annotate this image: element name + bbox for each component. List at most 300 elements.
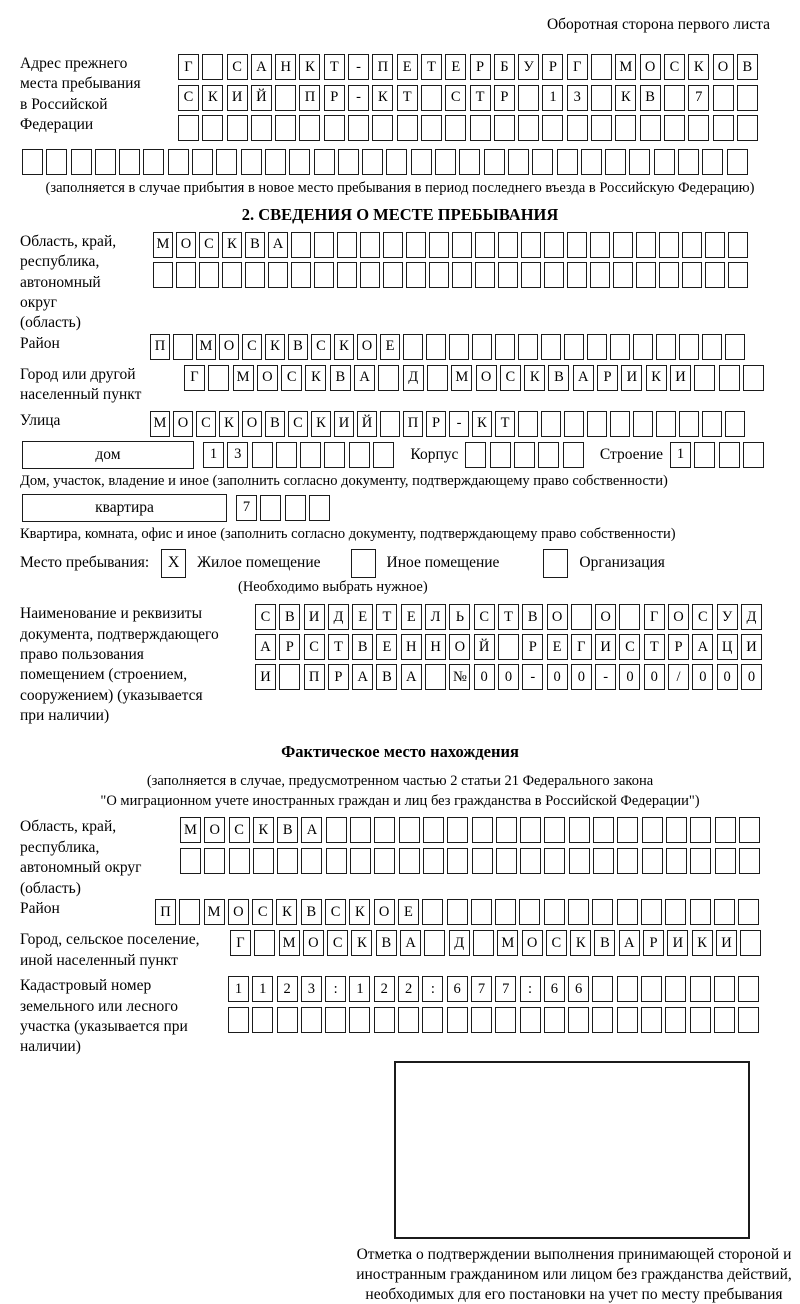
- char-cell-empty[interactable]: [285, 495, 306, 521]
- char-cell-filled[interactable]: П: [155, 899, 176, 925]
- char-cell-empty[interactable]: [593, 848, 614, 874]
- char-cell-empty[interactable]: [251, 115, 272, 141]
- char-cell-empty[interactable]: [569, 848, 590, 874]
- char-cell-empty[interactable]: [629, 149, 650, 175]
- char-cell-empty[interactable]: [705, 232, 725, 258]
- char-cell-filled[interactable]: К: [615, 85, 636, 111]
- char-cell-filled[interactable]: К: [219, 411, 239, 437]
- char-cell-filled[interactable]: Т: [324, 54, 345, 80]
- char-cell-empty[interactable]: [277, 1007, 298, 1033]
- char-cell-empty[interactable]: [610, 334, 630, 360]
- char-cell-filled[interactable]: 7: [688, 85, 709, 111]
- char-cell-empty[interactable]: [636, 262, 656, 288]
- char-cell-filled[interactable]: А: [573, 365, 594, 391]
- char-cell-empty[interactable]: [452, 232, 472, 258]
- char-cell-filled[interactable]: 0: [498, 664, 519, 690]
- char-cell-filled[interactable]: С: [304, 634, 325, 660]
- char-cell-empty[interactable]: [737, 85, 758, 111]
- char-cell-filled[interactable]: А: [692, 634, 713, 660]
- char-cell-empty[interactable]: [591, 115, 612, 141]
- char-cell-filled[interactable]: М: [233, 365, 254, 391]
- char-cell-empty[interactable]: [350, 817, 371, 843]
- char-cell-filled[interactable]: П: [304, 664, 325, 690]
- char-cell-filled[interactable]: :: [325, 976, 346, 1002]
- char-cell-empty[interactable]: [591, 85, 612, 111]
- char-cell-filled[interactable]: Г: [571, 634, 592, 660]
- char-cell-empty[interactable]: [397, 115, 418, 141]
- char-cell-filled[interactable]: К: [349, 899, 370, 925]
- char-cell-empty[interactable]: [636, 232, 656, 258]
- char-cell-empty[interactable]: [383, 262, 403, 288]
- char-cell-empty[interactable]: [739, 817, 760, 843]
- char-cell-filled[interactable]: Р: [328, 664, 349, 690]
- char-cell-filled[interactable]: Д: [328, 604, 349, 630]
- char-cell-empty[interactable]: [702, 149, 723, 175]
- char-cell-empty[interactable]: [299, 115, 320, 141]
- char-cell-filled[interactable]: :: [520, 976, 541, 1002]
- char-cell-filled[interactable]: М: [204, 899, 225, 925]
- char-cell-empty[interactable]: [429, 232, 449, 258]
- char-cell-empty[interactable]: [659, 262, 679, 288]
- char-cell-empty[interactable]: [617, 1007, 638, 1033]
- char-cell-empty[interactable]: [429, 262, 449, 288]
- char-cell-empty[interactable]: [713, 115, 734, 141]
- char-cell-filled[interactable]: С: [500, 365, 521, 391]
- char-cell-empty[interactable]: [301, 848, 322, 874]
- char-cell-empty[interactable]: [665, 1007, 686, 1033]
- char-cell-filled[interactable]: П: [372, 54, 393, 80]
- char-cell-filled[interactable]: Р: [522, 634, 543, 660]
- char-cell-empty[interactable]: [472, 817, 493, 843]
- char-cell-filled[interactable]: В: [277, 817, 298, 843]
- char-cell-filled[interactable]: Н: [401, 634, 422, 660]
- char-cell-empty[interactable]: [714, 976, 735, 1002]
- char-cell-filled[interactable]: К: [276, 899, 297, 925]
- char-cell-filled[interactable]: М: [153, 232, 173, 258]
- char-cell-filled[interactable]: 7: [495, 976, 516, 1002]
- char-cell-empty[interactable]: [725, 411, 745, 437]
- char-cell-empty[interactable]: [338, 149, 359, 175]
- char-cell-empty[interactable]: [541, 334, 561, 360]
- char-cell-empty[interactable]: [435, 149, 456, 175]
- char-cell-filled[interactable]: А: [352, 664, 373, 690]
- char-cell-empty[interactable]: [544, 899, 565, 925]
- char-cell-filled[interactable]: Ь: [449, 604, 470, 630]
- char-cell-filled[interactable]: И: [670, 365, 691, 391]
- char-cell-filled[interactable]: В: [330, 365, 351, 391]
- char-cell-filled[interactable]: Е: [547, 634, 568, 660]
- char-cell-empty[interactable]: [592, 976, 613, 1002]
- char-cell-filled[interactable]: К: [372, 85, 393, 111]
- char-cell-empty[interactable]: [173, 334, 193, 360]
- char-cell-filled[interactable]: И: [334, 411, 354, 437]
- char-cell-filled[interactable]: Г: [567, 54, 588, 80]
- char-cell-filled[interactable]: К: [299, 54, 320, 80]
- char-cell-filled[interactable]: О: [476, 365, 497, 391]
- char-cell-empty[interactable]: [633, 411, 653, 437]
- char-cell-empty[interactable]: [641, 1007, 662, 1033]
- char-cell-empty[interactable]: [544, 1007, 565, 1033]
- char-cell-filled[interactable]: 0: [619, 664, 640, 690]
- char-cell-filled[interactable]: В: [301, 899, 322, 925]
- char-cell-empty[interactable]: [642, 848, 663, 874]
- char-cell-filled[interactable]: М: [451, 365, 472, 391]
- char-cell-filled[interactable]: С: [178, 85, 199, 111]
- char-cell-filled[interactable]: М: [150, 411, 170, 437]
- char-cell-empty[interactable]: [380, 411, 400, 437]
- char-cell-empty[interactable]: [472, 848, 493, 874]
- char-cell-empty[interactable]: [568, 899, 589, 925]
- char-cell-filled[interactable]: В: [548, 365, 569, 391]
- char-cell-empty[interactable]: [498, 232, 518, 258]
- char-cell-filled[interactable]: Т: [376, 604, 397, 630]
- char-cell-empty[interactable]: [178, 115, 199, 141]
- char-cell-empty[interactable]: [326, 817, 347, 843]
- char-cell-empty[interactable]: [690, 848, 711, 874]
- char-cell-empty[interactable]: [581, 149, 602, 175]
- char-cell-filled[interactable]: 1: [203, 442, 224, 468]
- char-cell-empty[interactable]: [350, 848, 371, 874]
- char-cell-empty[interactable]: [641, 899, 662, 925]
- char-cell-filled[interactable]: Д: [403, 365, 424, 391]
- char-cell-empty[interactable]: [678, 149, 699, 175]
- char-cell-empty[interactable]: [325, 1007, 346, 1033]
- char-cell-filled[interactable]: Т: [644, 634, 665, 660]
- char-cell-filled[interactable]: И: [716, 930, 737, 956]
- char-cell-empty[interactable]: [665, 976, 686, 1002]
- char-cell-filled[interactable]: 0: [571, 664, 592, 690]
- char-cell-filled[interactable]: Б: [494, 54, 515, 80]
- char-cell-empty[interactable]: [279, 664, 300, 690]
- char-cell-filled[interactable]: С: [288, 411, 308, 437]
- char-cell-empty[interactable]: [276, 442, 297, 468]
- char-cell-empty[interactable]: [383, 232, 403, 258]
- char-cell-empty[interactable]: [642, 817, 663, 843]
- char-cell-empty[interactable]: [714, 1007, 735, 1033]
- char-cell-filled[interactable]: С: [327, 930, 348, 956]
- char-cell-empty[interactable]: [514, 442, 535, 468]
- char-cell-empty[interactable]: [567, 232, 587, 258]
- char-cell-filled[interactable]: Г: [184, 365, 205, 391]
- char-cell-empty[interactable]: [411, 149, 432, 175]
- char-cell-filled[interactable]: О: [257, 365, 278, 391]
- char-cell-filled[interactable]: И: [227, 85, 248, 111]
- char-cell-filled[interactable]: А: [268, 232, 288, 258]
- char-cell-filled[interactable]: Л: [425, 604, 446, 630]
- char-cell-filled[interactable]: К: [570, 930, 591, 956]
- char-cell-empty[interactable]: [260, 495, 281, 521]
- char-cell-filled[interactable]: 1: [228, 976, 249, 1002]
- char-cell-empty[interactable]: [727, 149, 748, 175]
- char-cell-empty[interactable]: [690, 1007, 711, 1033]
- char-cell-empty[interactable]: [241, 149, 262, 175]
- char-cell-empty[interactable]: [265, 149, 286, 175]
- char-cell-empty[interactable]: [228, 1007, 249, 1033]
- char-cell-empty[interactable]: [348, 115, 369, 141]
- char-cell-empty[interactable]: [324, 115, 345, 141]
- char-cell-filled[interactable]: 2: [398, 976, 419, 1002]
- char-cell-filled[interactable]: У: [717, 604, 738, 630]
- char-cell-empty[interactable]: [422, 1007, 443, 1033]
- char-cell-empty[interactable]: [702, 411, 722, 437]
- char-cell-filled[interactable]: О: [640, 54, 661, 80]
- char-cell-empty[interactable]: [617, 976, 638, 1002]
- char-cell-filled[interactable]: С: [229, 817, 250, 843]
- char-cell-empty[interactable]: [738, 1007, 759, 1033]
- char-cell-filled[interactable]: Г: [644, 604, 665, 630]
- char-cell-empty[interactable]: [291, 232, 311, 258]
- char-cell-empty[interactable]: [679, 334, 699, 360]
- char-cell-empty[interactable]: [465, 442, 486, 468]
- char-cell-empty[interactable]: [519, 899, 540, 925]
- char-cell-filled[interactable]: Р: [426, 411, 446, 437]
- char-cell-empty[interactable]: [541, 411, 561, 437]
- char-cell-filled[interactable]: В: [352, 634, 373, 660]
- char-cell-empty[interactable]: [665, 899, 686, 925]
- char-cell-empty[interactable]: [587, 334, 607, 360]
- char-cell-empty[interactable]: [403, 334, 423, 360]
- char-cell-empty[interactable]: [725, 334, 745, 360]
- char-cell-empty[interactable]: [713, 85, 734, 111]
- char-cell-empty[interactable]: [702, 334, 722, 360]
- char-cell-empty[interactable]: [275, 115, 296, 141]
- char-cell-empty[interactable]: [520, 817, 541, 843]
- char-cell-filled[interactable]: 3: [567, 85, 588, 111]
- char-cell-empty[interactable]: [423, 817, 444, 843]
- char-cell-filled[interactable]: -: [595, 664, 616, 690]
- char-cell-empty[interactable]: [619, 604, 640, 630]
- char-cell-empty[interactable]: [378, 365, 399, 391]
- char-cell-empty[interactable]: [180, 848, 201, 874]
- char-cell-filled[interactable]: -: [348, 54, 369, 80]
- char-cell-filled[interactable]: А: [400, 930, 421, 956]
- char-cell-filled[interactable]: Р: [470, 54, 491, 80]
- char-cell-filled[interactable]: О: [173, 411, 193, 437]
- char-cell-filled[interactable]: Р: [279, 634, 300, 660]
- char-cell-filled[interactable]: :: [422, 976, 443, 1002]
- char-cell-filled[interactable]: 7: [471, 976, 492, 1002]
- char-cell-empty[interactable]: [739, 848, 760, 874]
- char-cell-empty[interactable]: [715, 817, 736, 843]
- char-cell-empty[interactable]: [654, 149, 675, 175]
- char-cell-empty[interactable]: [398, 1007, 419, 1033]
- char-cell-empty[interactable]: [490, 442, 511, 468]
- char-cell-empty[interactable]: [475, 262, 495, 288]
- char-cell-empty[interactable]: [337, 262, 357, 288]
- char-cell-empty[interactable]: [518, 334, 538, 360]
- char-cell-empty[interactable]: [422, 899, 443, 925]
- char-cell-filled[interactable]: С: [474, 604, 495, 630]
- char-cell-filled[interactable]: А: [301, 817, 322, 843]
- char-cell-filled[interactable]: И: [595, 634, 616, 660]
- char-cell-empty[interactable]: [557, 149, 578, 175]
- char-cell-empty[interactable]: [613, 232, 633, 258]
- char-cell-empty[interactable]: [715, 848, 736, 874]
- char-cell-empty[interactable]: [143, 149, 164, 175]
- char-cell-filled[interactable]: В: [640, 85, 661, 111]
- char-cell-empty[interactable]: [426, 334, 446, 360]
- char-cell-empty[interactable]: [495, 1007, 516, 1033]
- char-cell-empty[interactable]: [447, 899, 468, 925]
- char-cell-empty[interactable]: [666, 817, 687, 843]
- char-cell-empty[interactable]: [372, 115, 393, 141]
- char-cell-empty[interactable]: [743, 442, 764, 468]
- char-cell-empty[interactable]: [95, 149, 116, 175]
- char-cell-empty[interactable]: [656, 334, 676, 360]
- char-cell-filled[interactable]: Р: [324, 85, 345, 111]
- char-cell-empty[interactable]: [222, 262, 242, 288]
- char-cell-filled[interactable]: 0: [717, 664, 738, 690]
- char-cell-empty[interactable]: [520, 1007, 541, 1033]
- char-cell-empty[interactable]: [544, 848, 565, 874]
- char-cell-empty[interactable]: [567, 262, 587, 288]
- char-cell-filled[interactable]: 6: [447, 976, 468, 1002]
- char-cell-empty[interactable]: [254, 930, 275, 956]
- char-cell-filled[interactable]: Н: [425, 634, 446, 660]
- char-cell-empty[interactable]: [179, 899, 200, 925]
- char-cell-empty[interactable]: [252, 1007, 273, 1033]
- char-cell-empty[interactable]: [406, 232, 426, 258]
- char-cell-empty[interactable]: [592, 1007, 613, 1033]
- char-cell-filled[interactable]: С: [325, 899, 346, 925]
- char-cell-empty[interactable]: [587, 411, 607, 437]
- char-cell-empty[interactable]: [227, 115, 248, 141]
- char-cell-empty[interactable]: [253, 848, 274, 874]
- char-cell-filled[interactable]: М: [196, 334, 216, 360]
- char-cell-filled[interactable]: П: [403, 411, 423, 437]
- char-cell-filled[interactable]: А: [251, 54, 272, 80]
- char-cell-filled[interactable]: А: [619, 930, 640, 956]
- char-cell-empty[interactable]: [694, 442, 715, 468]
- char-cell-filled[interactable]: С: [281, 365, 302, 391]
- char-cell-filled[interactable]: Й: [474, 634, 495, 660]
- char-cell-empty[interactable]: [314, 262, 334, 288]
- char-cell-empty[interactable]: [617, 817, 638, 843]
- char-cell-filled[interactable]: М: [497, 930, 518, 956]
- char-cell-filled[interactable]: А: [401, 664, 422, 690]
- char-cell-filled[interactable]: О: [228, 899, 249, 925]
- char-cell-filled[interactable]: К: [311, 411, 331, 437]
- char-cell-empty[interactable]: [498, 262, 518, 288]
- char-cell-filled[interactable]: А: [255, 634, 276, 660]
- char-cell-empty[interactable]: [659, 232, 679, 258]
- char-cell-empty[interactable]: [192, 149, 213, 175]
- char-cell-empty[interactable]: [538, 442, 559, 468]
- char-cell-empty[interactable]: [564, 411, 584, 437]
- char-cell-filled[interactable]: В: [265, 411, 285, 437]
- char-cell-filled[interactable]: Е: [398, 899, 419, 925]
- char-cell-empty[interactable]: [571, 604, 592, 630]
- char-cell-empty[interactable]: [617, 848, 638, 874]
- char-cell-filled[interactable]: С: [252, 899, 273, 925]
- char-cell-filled[interactable]: Р: [668, 634, 689, 660]
- char-cell-empty[interactable]: [168, 149, 189, 175]
- char-cell-filled[interactable]: П: [299, 85, 320, 111]
- char-cell-empty[interactable]: [153, 262, 173, 288]
- char-cell-filled[interactable]: В: [522, 604, 543, 630]
- char-cell-filled[interactable]: С: [199, 232, 219, 258]
- char-cell-empty[interactable]: [314, 232, 334, 258]
- char-cell-filled[interactable]: 2: [277, 976, 298, 1002]
- char-cell-empty[interactable]: [399, 848, 420, 874]
- char-cell-empty[interactable]: [360, 262, 380, 288]
- char-cell-empty[interactable]: [199, 262, 219, 288]
- char-cell-filled[interactable]: К: [253, 817, 274, 843]
- char-cell-empty[interactable]: [694, 365, 715, 391]
- char-cell-empty[interactable]: [459, 149, 480, 175]
- char-cell-empty[interactable]: [204, 848, 225, 874]
- char-cell-empty[interactable]: [518, 85, 539, 111]
- char-cell-filled[interactable]: Т: [470, 85, 491, 111]
- char-cell-filled[interactable]: 0: [692, 664, 713, 690]
- char-cell-filled[interactable]: А: [354, 365, 375, 391]
- char-cell-filled[interactable]: 2: [374, 976, 395, 1002]
- char-cell-empty[interactable]: [508, 149, 529, 175]
- char-cell-empty[interactable]: [568, 1007, 589, 1033]
- char-cell-filled[interactable]: 3: [227, 442, 248, 468]
- char-cell-empty[interactable]: [679, 411, 699, 437]
- char-cell-empty[interactable]: [563, 442, 584, 468]
- char-cell-filled[interactable]: Р: [643, 930, 664, 956]
- char-cell-empty[interactable]: [738, 899, 759, 925]
- char-cell-empty[interactable]: [447, 817, 468, 843]
- char-cell-filled[interactable]: И: [304, 604, 325, 630]
- char-cell-empty[interactable]: [71, 149, 92, 175]
- char-cell-empty[interactable]: [406, 262, 426, 288]
- checkbox-other-premises[interactable]: [351, 549, 376, 578]
- char-cell-empty[interactable]: [421, 85, 442, 111]
- char-cell-filled[interactable]: М: [180, 817, 201, 843]
- char-cell-filled[interactable]: С: [445, 85, 466, 111]
- char-cell-filled[interactable]: О: [449, 634, 470, 660]
- char-cell-empty[interactable]: [425, 664, 446, 690]
- char-cell-empty[interactable]: [423, 848, 444, 874]
- char-cell-filled[interactable]: 1: [542, 85, 563, 111]
- char-cell-empty[interactable]: [688, 115, 709, 141]
- char-cell-filled[interactable]: 7: [236, 495, 257, 521]
- char-cell-empty[interactable]: [613, 262, 633, 288]
- char-cell-filled[interactable]: Т: [328, 634, 349, 660]
- char-cell-empty[interactable]: [705, 262, 725, 288]
- char-cell-filled[interactable]: К: [646, 365, 667, 391]
- char-cell-empty[interactable]: [564, 334, 584, 360]
- char-cell-empty[interactable]: [496, 817, 517, 843]
- char-cell-empty[interactable]: [615, 115, 636, 141]
- char-cell-empty[interactable]: [738, 976, 759, 1002]
- char-cell-filled[interactable]: -: [522, 664, 543, 690]
- char-cell-filled[interactable]: С: [311, 334, 331, 360]
- char-cell-filled[interactable]: К: [305, 365, 326, 391]
- char-cell-filled[interactable]: В: [288, 334, 308, 360]
- char-cell-empty[interactable]: [291, 262, 311, 288]
- char-cell-filled[interactable]: Е: [445, 54, 466, 80]
- char-cell-empty[interactable]: [119, 149, 140, 175]
- char-cell-empty[interactable]: [202, 54, 223, 80]
- char-cell-filled[interactable]: Й: [251, 85, 272, 111]
- char-cell-filled[interactable]: 0: [547, 664, 568, 690]
- char-cell-empty[interactable]: [374, 1007, 395, 1033]
- char-cell-empty[interactable]: [567, 115, 588, 141]
- char-cell-empty[interactable]: [728, 262, 748, 288]
- char-cell-empty[interactable]: [666, 848, 687, 874]
- char-cell-filled[interactable]: Е: [380, 334, 400, 360]
- char-cell-empty[interactable]: [202, 115, 223, 141]
- char-cell-filled[interactable]: -: [449, 411, 469, 437]
- char-cell-empty[interactable]: [719, 365, 740, 391]
- char-cell-filled[interactable]: К: [222, 232, 242, 258]
- char-cell-empty[interactable]: [360, 232, 380, 258]
- char-cell-filled[interactable]: 6: [568, 976, 589, 1002]
